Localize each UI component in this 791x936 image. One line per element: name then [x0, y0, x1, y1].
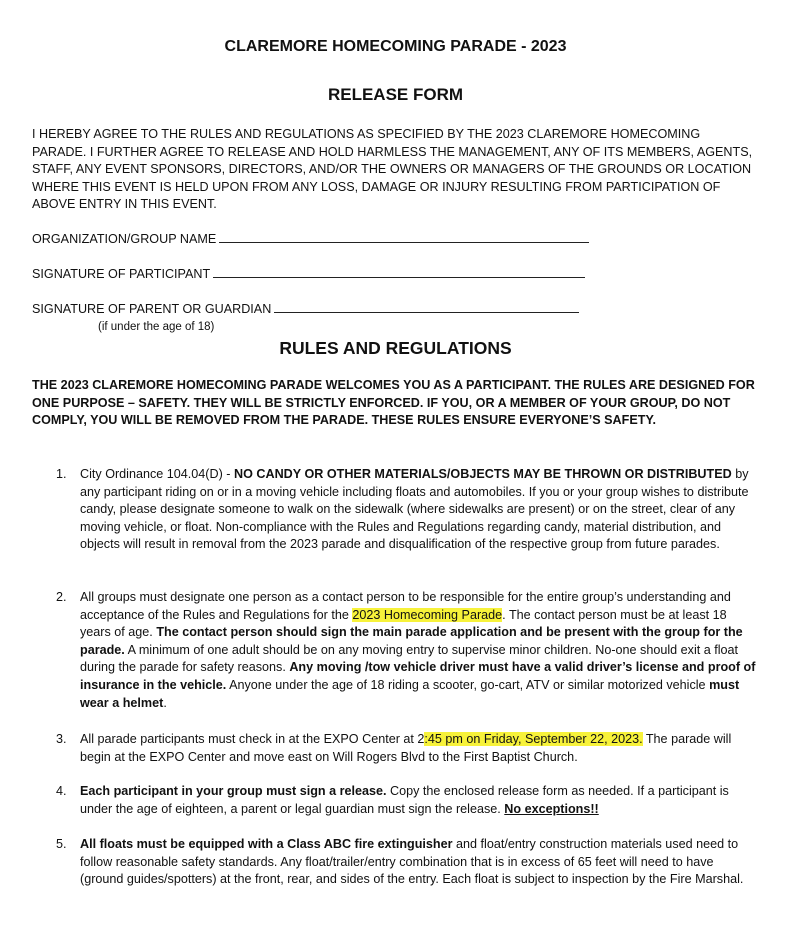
rule-item [56, 589, 756, 712]
rule-item [56, 783, 756, 818]
rule-number: 3. [56, 732, 67, 746]
rule-item [56, 731, 756, 766]
highlighted-text: 2023 Homecoming Parade [352, 607, 503, 622]
release-statement: I HEREBY AGREE TO THE RULES AND REGULATIONS AS SPECIFIED BY THE 2023 CLAREMORE HOMECOMING PARADE. I FURTHER AGREE TO RELEASE AND HOLD HARMLESS THE MANAGEMENT, ANY OF ITS MEMBERS, AGENTS, STAFF, ANY EVENT SPONSORS, DIRECTORS, AND/OR THE OWNERS OR MANAGERS OF THE GROUNDS OR LOCATION WHERE THIS EVENT IS HELD UPON FROM ANY LOSS, DAMAGE OR INJURY RESULTING FROM PARTICIPATION OF ABOVE ENTRY IN THIS EVENT. [32, 127, 753, 212]
participant-signature-label: SIGNATURE OF PARTICIPANT [32, 267, 211, 281]
rules-welcome: THE 2023 CLAREMORE HOMECOMING PARADE WELCOMES YOU AS A PARTICIPANT. THE RULES ARE DESIGNED FOR ONE PURPOSE – SAFETY. THEY WILL BE STRICTLY ENFORCED. IF YOU, OR A MEMBER OF YOUR GROUP, DO NOT COMPLY, YOU WILL BE REMOVED FROM THE PARADE. THESE RULES ENSURE EVERYONE’S SAFETY. [32, 378, 755, 428]
organization-line[interactable] [219, 232, 589, 243]
rule-text: All parade participants must check in at the EXPO Center at 2:45 pm on Friday, September 22, 2023. The parade will begin at the EXPO Center and move east on Will Rogers Blvd to the First Baptist Church. [80, 732, 732, 764]
rule-number: 4. [56, 784, 67, 798]
organization-label: ORGANIZATION/GROUP NAME [32, 232, 217, 246]
rule-text: All groups must designate one person as a contact person to be responsible for the entire group’s understanding and acceptance of the Rules and Regulations for the 2023 Homecoming Parade. The contact person must be at least 18 years of age. The contact person should sign the main parade application and be present with the group for the parade. A minimum of one adult should be on any moving entry to supervise minor children. No-one should exit a float during the parade for safety reasons. Any moving /tow vehicle driver must have a valid driver’s license and proof of insurance in the vehicle. Anyone under the age of 18 riding a scooter, go-cart, ATV or similar motorized vehicle must wear a helmet. [80, 590, 756, 710]
document-title: CLAREMORE HOMECOMING PARADE - 2023 [224, 38, 567, 55]
organization-field[interactable] [32, 232, 589, 246]
guardian-signature-line[interactable] [274, 302, 579, 313]
rules-heading: RULES AND REGULATIONS [279, 338, 512, 358]
guardian-signature-label: SIGNATURE OF PARENT OR GUARDIAN [32, 302, 272, 316]
rule-text: Each participant in your group must sign a release. Copy the enclosed release form as needed. If a participant is under the age of eighteen, a parent or legal guardian must sign the release. No exceptions!! [80, 784, 729, 816]
highlighted-text: :45 pm on Friday, September 22, 2023. [424, 732, 643, 746]
rule-number: 1. [56, 467, 67, 481]
guardian-signature-field[interactable] [32, 302, 579, 316]
rule-number: 2. [56, 590, 67, 604]
guardian-hint: (if under the age of 18) [98, 321, 215, 333]
rule-item [56, 466, 756, 554]
rule-item [56, 836, 756, 889]
participant-signature-line[interactable] [213, 267, 585, 278]
form-title: RELEASE FORM [327, 85, 464, 104]
rule-number: 5. [56, 837, 67, 851]
rule-text: All floats must be equipped with a Class ABC fire extinguisher and float/entry construction materials used need to follow reasonable safety standards. Any float/trailer/entry combination that is in excess of 65 feet will need to have (ground guides/spotters) at the front, rear, and sides of the entry. Each float is subject to inspection by the Fire Marshal. [80, 837, 744, 887]
rule-text: City Ordinance 104.04(D) - NO CANDY OR OTHER MATERIALS/OBJECTS MAY BE THROWN OR DISTRIBUTED by any participant riding on or in a moving vehicle including floats and automobiles. If you or your group wishes to distribute candy, please designate someone to walk on the sidewalk (where sidewalks are present) or on the street, clear of any moving vehicle, or float. Non-compliance with the Rules and Regulations regarding candy, material distribution, and objects will result in removal from the 2023 parade and disqualification of the respective group from future parades. [80, 467, 749, 552]
participant-signature-field[interactable] [32, 267, 585, 281]
